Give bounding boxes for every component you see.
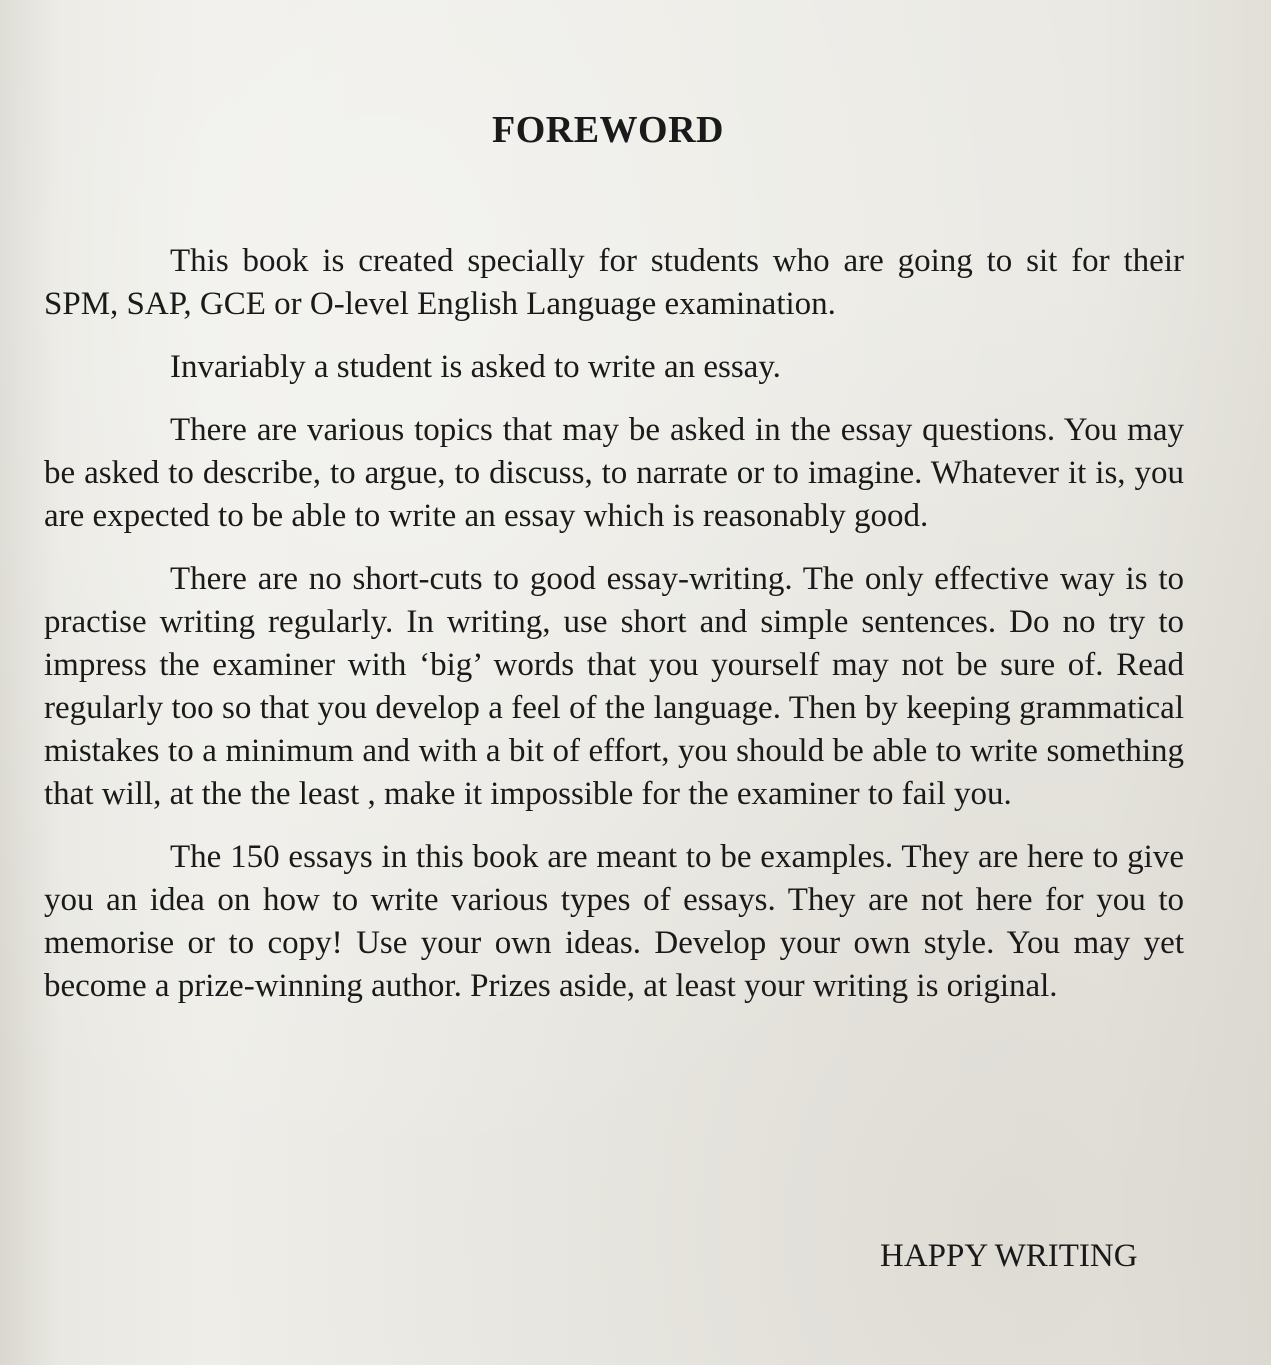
paragraph-2: Invariably a student is asked to write an essay. xyxy=(170,349,781,385)
paragraph-3: There are various topics that may be asked in the essay questions. You may be asked to describe, to argue, to discuss, to narrate or to imagine. Whatever it is, you are expected to be able to write an essay which is reasonably good. xyxy=(44,412,1184,534)
foreword-body xyxy=(44,240,1184,1028)
signoff: HAPPY WRITING xyxy=(880,1238,1138,1274)
paragraph-5: The 150 essays in this book are meant to be examples. They are here to give you an idea on how to write various types of essays. They are not here for you to memorise or to copy! Use your own ideas. Develop your own style. You may yet become a prize-winning author. Prizes aside, at least your writing is original. xyxy=(44,839,1184,1004)
paragraph-4: There are no short-cuts to good essay-writing. The only effective way is to practise writing regularly. In writing, use short and simple sentences. Do no try to impress the examiner with ‘big’ words that you yourself may not be sure of. Read regularly too so that you develop a feel of the language. Then by keeping grammatical mistakes to a minimum and with a bit of effort, you should be able to write something that will, at the the least , make it impossible for the examiner to fail you. xyxy=(44,561,1184,812)
paragraph-1: This book is created specially for students who are going to sit for their SPM, SAP, GCE or O-level English Language examination. xyxy=(44,243,1184,322)
page-title: FOREWORD xyxy=(492,109,724,151)
